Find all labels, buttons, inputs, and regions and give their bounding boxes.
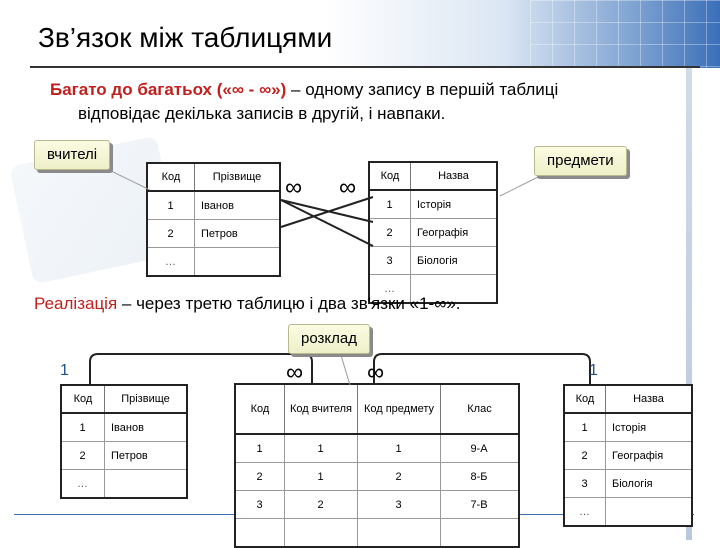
table-row — [147, 220, 280, 248]
table-cell: … — [147, 248, 195, 277]
table-cell: 2 — [285, 491, 358, 519]
table-cell: … — [61, 470, 105, 499]
table-cell: 1 — [358, 434, 441, 463]
table-header: Код — [61, 385, 105, 413]
table-header: Прізвище — [105, 385, 188, 413]
definition-term: Багато до багатьох («∞ - ∞») — [50, 80, 287, 99]
table-cell: Географія — [411, 219, 498, 247]
table-row — [235, 463, 519, 491]
callout-subjects: предмети — [534, 146, 627, 176]
table-cell: 1 — [235, 434, 285, 463]
link-line — [90, 354, 312, 384]
table-row — [369, 219, 497, 247]
definition-text: – одному запису в першій таблиці — [286, 80, 559, 99]
table-header: Назва — [411, 162, 498, 190]
table-cell: 3 — [369, 247, 411, 275]
table-cell: … — [369, 275, 411, 304]
table-cell — [195, 248, 281, 277]
table-cell: Біологія — [606, 470, 693, 498]
table-header-row — [564, 385, 692, 413]
table-cell: 2 — [147, 220, 195, 248]
link-line — [281, 200, 373, 246]
header-grid-decoration — [530, 0, 720, 68]
table-row — [235, 434, 519, 463]
table-row — [61, 413, 187, 442]
table-header-row — [147, 163, 280, 191]
infinity-symbol: ∞ — [286, 359, 304, 386]
schedule-table — [234, 383, 520, 548]
table-row — [369, 247, 497, 275]
definition-text-line2: відповідає декілька записів в другій, і навпаки. — [78, 104, 446, 123]
table-row — [235, 519, 519, 548]
slide-title: Зв’язок між таблицями — [38, 22, 333, 53]
table-cell: 7-В — [441, 491, 520, 519]
link-line — [281, 197, 373, 227]
table-cell — [235, 519, 285, 548]
table-cell: 2 — [358, 463, 441, 491]
link-line — [374, 354, 590, 384]
table-cell — [441, 519, 520, 548]
table-header: Код — [564, 385, 606, 413]
implementation-text — [34, 294, 461, 314]
table-row — [61, 470, 187, 499]
table-row — [147, 248, 280, 277]
title-divider — [30, 66, 700, 68]
table-cell: Петров — [105, 442, 188, 470]
table-cell: … — [564, 498, 606, 527]
table-cell — [105, 470, 188, 499]
table-cell: Географія — [606, 442, 693, 470]
table-cell — [606, 498, 693, 527]
table-row — [147, 191, 280, 220]
definition-paragraph — [50, 78, 670, 126]
link-line — [281, 200, 373, 222]
table-header: Код — [235, 384, 285, 434]
implementation-rest: – через третю таблицю і два зв'язки «1-∞». — [117, 294, 461, 313]
one-symbol: 1 — [60, 362, 69, 379]
table-row — [564, 413, 692, 442]
table-cell: 1 — [285, 434, 358, 463]
callout-pointer — [340, 352, 350, 385]
table-cell: 9-А — [441, 434, 520, 463]
table-row — [235, 491, 519, 519]
table-cell: 1 — [61, 413, 105, 442]
table-cell: Історія — [411, 190, 498, 219]
table-row — [564, 470, 692, 498]
table-cell — [358, 519, 441, 548]
infinity-symbol: ∞ — [339, 174, 357, 201]
table-cell: Петров — [195, 220, 281, 248]
table-header: Клас — [441, 384, 520, 434]
table-cell: 1 — [369, 190, 411, 219]
table-cell: Іванов — [105, 413, 188, 442]
table-header: Прізвище — [195, 163, 281, 191]
table-cell: Біологія — [411, 247, 498, 275]
table-cell: 1 — [564, 413, 606, 442]
table-header-row — [369, 162, 497, 190]
table-cell: 8-Б — [441, 463, 520, 491]
table-header: Код — [147, 163, 195, 191]
table-cell: Історія — [606, 413, 693, 442]
table-cell: 2 — [564, 442, 606, 470]
table-cell: 3 — [564, 470, 606, 498]
table-header-row — [235, 384, 519, 434]
infinity-symbol: ∞ — [285, 174, 303, 201]
callout-pointer — [500, 176, 540, 196]
callout-schedule: розклад — [288, 324, 370, 354]
table-row — [61, 442, 187, 470]
table-header: Код предмету — [358, 384, 441, 434]
implementation-term: Реалізація — [34, 294, 118, 313]
table-cell: Іванов — [195, 191, 281, 220]
table-header: Код вчителя — [285, 384, 358, 434]
table-header: Назва — [606, 385, 693, 413]
table-cell: 2 — [235, 463, 285, 491]
table-cell: 1 — [147, 191, 195, 220]
table-cell: 2 — [369, 219, 411, 247]
teachers-table-bottom — [60, 384, 188, 499]
one-symbol: 1 — [589, 362, 598, 379]
table-cell: 2 — [61, 442, 105, 470]
table-cell: 3 — [358, 491, 441, 519]
table-header-row — [61, 385, 187, 413]
table-cell — [285, 519, 358, 548]
table-cell: 1 — [285, 463, 358, 491]
teachers-table — [146, 162, 281, 277]
table-row — [369, 190, 497, 219]
table-cell: 3 — [235, 491, 285, 519]
table-row — [564, 442, 692, 470]
callout-teachers: вчителі — [34, 140, 110, 170]
subjects-table — [368, 161, 498, 304]
infinity-symbol: ∞ — [367, 359, 385, 386]
table-row — [564, 498, 692, 527]
subjects-table-bottom — [563, 384, 693, 527]
table-header: Код — [369, 162, 411, 190]
